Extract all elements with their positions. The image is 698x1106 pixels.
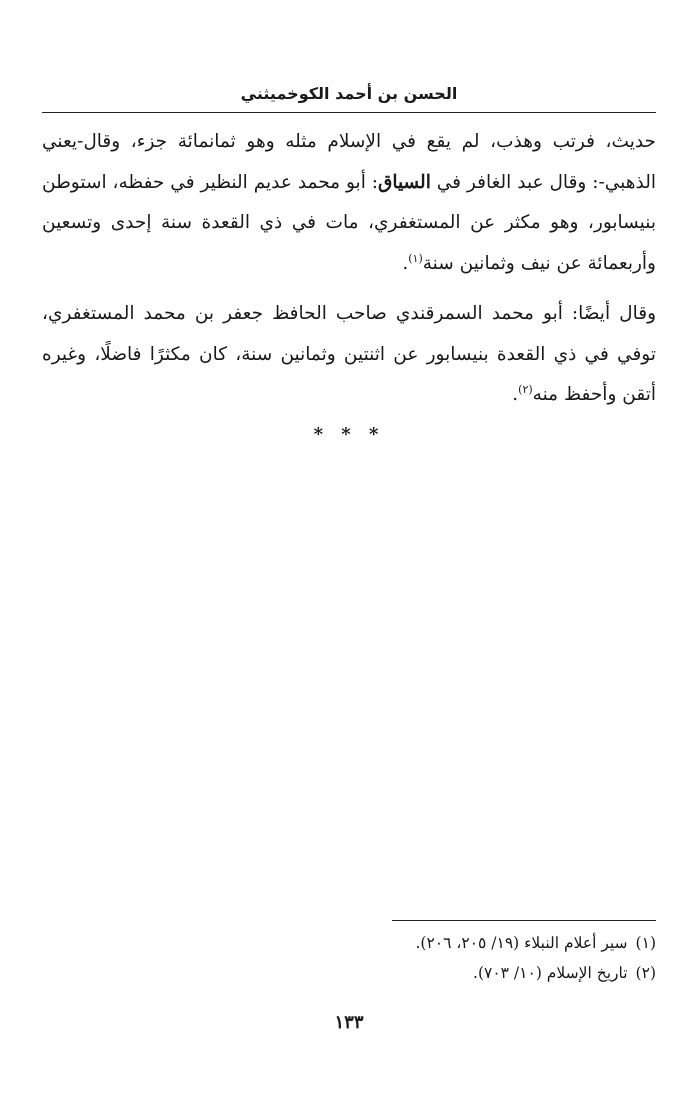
paragraph-1-text-a: حديث، فرتب وهذب، لم يقع في الإسلام مثله وهو ثمانمائة جزء، وقال-يعني الذهبي-: وقال عبد الغافر في [42,131,656,193]
paragraph-2-text: وقال أيضًا: أبو محمد السمرقندي صاحب الحافظ جعفر بن محمد المستغفري، توفي في ذي القعدة بنيسابور عن اثنتين وثمانين سنة، كان مكثرًا فاضلًا، وغيره أتقن وأحفظ منه [42,303,656,405]
page-number: ١٣٣ [334,1012,364,1033]
footnote-text: سير أعلام النبلاء (١٩/ ٢٠٥، ٢٠٦). [415,934,628,952]
main-text [42,122,656,416]
footnote-ref-2[interactable]: (٢) [518,382,533,396]
paragraph-2-end: . [512,384,519,405]
paragraph-1 [42,122,656,284]
paragraph-1-end: . [402,252,409,274]
footnote-rule [392,920,656,921]
header-rule [42,112,656,113]
footnotes [42,928,656,988]
paragraph-2 [42,294,656,416]
footnote-item [42,958,656,988]
paragraph-1-text-b: : أبو محمد عديم النظير في حفظه، استوطن بنيسابور، وهو مكثر عن المستغفري، مات في ذي القعدة سنة إحدى وتسعين وأربعمائة عن نيف وثمانين سنة [42,171,656,274]
footnote-item [42,928,656,958]
source-title-siyaq: السياق [377,171,431,193]
footnote-ref-1[interactable]: (١) [408,251,423,265]
section-separator: * * * [313,424,385,445]
footnote-number: (١) [635,934,656,952]
footnote-number: (٢) [635,964,656,982]
footnote-text: تاريخ الإسلام (١٠/ ٧٠٣). [473,964,628,982]
running-title: الحسن بن أحمد الكوخميثني [240,84,458,103]
